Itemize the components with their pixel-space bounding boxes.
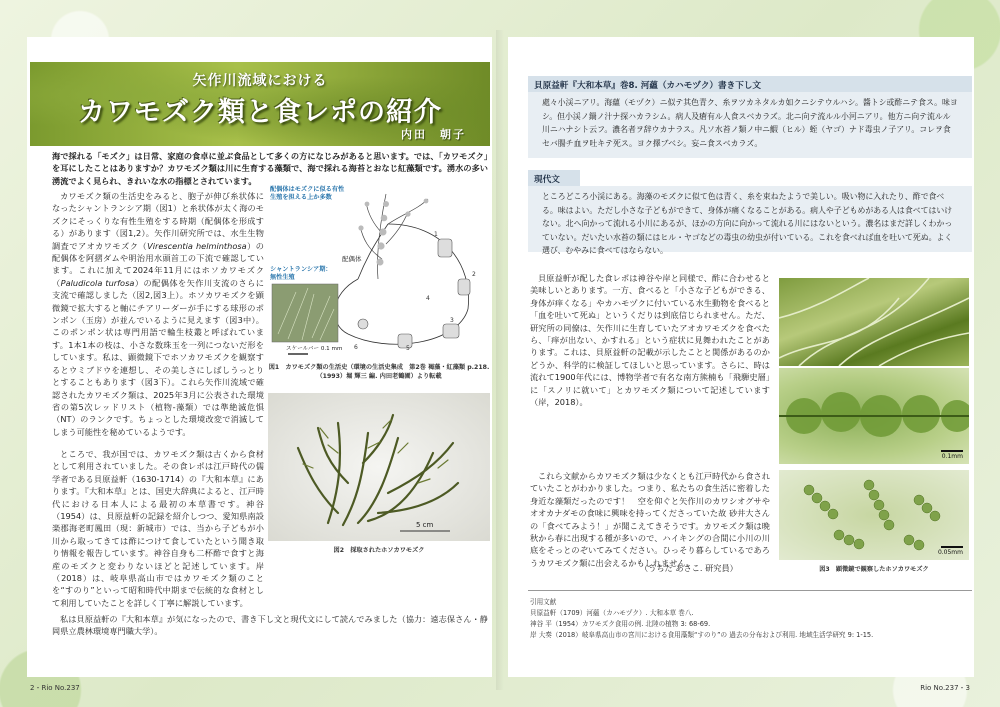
svg-text:5: 5 — [406, 345, 410, 352]
right-paragraph-1: 貝原益軒が配した食レポは神谷や岸と同様で、酢に合わせると美味しいとあります。一方、食べると「小さな子どもができる、身体が痒くなる」やカハモヅクに付いている水生動物を食べると「血を吐いて死ぬ」というくだりは到底信じられません。ただ、研究所の同僚は、矢作川に生育していたアオカワモズクを食べたら、「痒が出ない、かすれる」という症状に見舞われたことがあります。これは、貝原益軒の記載が示したことと関係があるのかどうか、科学的に検証してほしいと思っています。さらに、時は流れて1900年代には、博物学者で有名な南方熊楠も「飛騨史層」に「スノリに就いて」とカワモズク類について記述しています（岸，2018）。 — [530, 273, 770, 408]
classical-text-body: 處々小渓ニアリ。海蘊（モヅク）ニ似テ其色青ク、糸ヲツカネタルカ如クニシテウルハシ。醬トシ或酢ニテ食ス。味ヨシ。但小渓ノ鍋ノ汁ナ探ハカラシム。病人及瘡有ル人食スベカラズ。北ニ向テ流ルル小河ニアリ。他方ニ向テ流ルル川ニハナシト云フ。濃名者ヲ辞ウカナラス。凡ソ水苔ノ類ノ中ニ鰕（ヒル）蛭（ヤゴ）ナド毒虫ノ子アリ。コレヲ食セバ腸チ血ヲ吐キテ死ス。ヨク擇ブベシ。妄ニ食スベカラズ。 — [528, 92, 972, 158]
gametophyte-sketch — [360, 194, 428, 279]
micrograph-whorls — [786, 392, 969, 437]
references-heading: 引用文献 — [530, 598, 557, 606]
figure-2-photo — [268, 393, 490, 541]
reference-item: 岸 大奏（2018）岐阜県高山市の宮川における食用藻類“すのり”の 過去の分布および利用. 地域生活学研究 9: 1-15. — [530, 631, 874, 639]
figure-3-caption: 図3 顕微鏡で観察したホソカワモズク — [819, 566, 929, 573]
figure-3-photo-bottom — [779, 470, 969, 560]
figure-3-scale-label-bottom: 0.05mm — [937, 549, 963, 556]
title-pre: 矢作川流域における — [192, 73, 328, 89]
figure-3-photo-middle — [779, 368, 969, 464]
figure-3-scale-label-middle: 0.1mm — [941, 453, 963, 460]
svg-text:6: 6 — [354, 344, 358, 351]
body-paragraph-3: 私は貝原益軒の『大和本草』が気になったので、書き下し文と現代文にして読んでみました（協力：遠志保さん・静岡県立農林環境専門職大学）。 — [52, 614, 488, 637]
figure-3-photo-top — [779, 278, 969, 366]
figure-1-note-chantransia: シャントランシア期：無性生殖 — [270, 266, 332, 281]
folio-right: Rio No.237・3 — [920, 684, 970, 692]
stage-sketches — [358, 239, 470, 348]
figure-1-note-gametophyte: 配偶体はモズクに似る有性生殖を担える上か多数 — [270, 186, 345, 201]
para1-text-c: ）の配偶体を矢作川支流のさらに支流で確認しました（図2,図3上）。ホソカワモズクを顕微鏡で拡大すると軸にチアリーダーが手にする球形のポンポン（玉房）が並んでいるように見えます（図3中）。このポンポン状は専門用語で輪生枝叢と呼ばれています。1本1本の枝は、小さな数珠玉を一列につないだ形をしています。私は、顕微鏡下でホソカワモズクを観察するとウミブドウを連想し、その美しさにしばしうっとりとすることもあります（図3下）。これら矢作川流域で確認されたカワモズク類は、2025年3月に公表された環境省の第5次レッドリスト（植物-藻類）では準絶滅危惧（NT）のランクです。ちょっとした環境改変で消滅してしまう可能性を秘めているようです。 — [52, 277, 264, 437]
body-paragraph-1 — [52, 190, 264, 438]
right-paragraph-2: これら文献からカワモズク類は少なくとも江戸時代から食されていたことがわかりました。つまり、私たちの食生活に密着した身近な藻類だったのです！ 空を仰ぐと矢作川のカワシオグサやオオカナダモの食味に興味を持ってくださっていた故 砂井大さんの「食べてみよう！」が聞こえてきそうです。カワモズク類は晩秋から春に出現する種が多いので、ハイキングの合間に小川の川底をそっとのぞいてみてください。ひっそり暮らしているであろうカワモズク類に出会えるかもしれません。 — [530, 471, 770, 568]
figure-3-scalebar-bottom — [941, 546, 963, 548]
modern-text-body: ところどころ小渓にある。海藻のモズクに似て色は青く、糸を束ねたようで美しい。吸い物に入れたり、酢で食べる。味はよい。ただし小さな子どもができて、身体が痛くなることがある。病人や子どもめがある人は食べてはいけない。北へ向かって流れる小川にあるが、ほかの方向に向かって流れる川にはないという。濃名はまだ詳しくわかっていない。だいたい水苔の類にはヒル・ヤゴなどの毒虫の幼虫が付いている。これを食べれば血を吐いて死ぬ。よく選び、むやみに食べてはならない。 — [528, 186, 972, 252]
species-name-1: Virescentia helminthosa — [147, 240, 247, 251]
svg-text:4: 4 — [426, 295, 430, 302]
references-divider — [528, 590, 972, 591]
svg-text:2: 2 — [472, 271, 476, 278]
micrograph-bead-chains — [804, 480, 940, 550]
references — [530, 597, 970, 641]
reference-item: 神谷 平（1954）カワモズク食用の例. 北陸の植物 3: 68-69. — [530, 620, 711, 628]
specimen-strands — [298, 415, 458, 525]
figure-2-scale-label: 5 cm — [416, 521, 434, 529]
title-banner — [30, 62, 490, 146]
figure-1-scalebar-label: スケールバー 0.1 mm — [286, 346, 343, 352]
chantransia-photo — [272, 284, 338, 342]
body-paragraph-2: ところで、我が国では、カワモズク類は古くから食材として利用されていました。その食レポは江戸時代の儒学者である貝原益軒（1630-1714）の『大和本草』にあります。『大和本草』とは、国史大辞典によると、江戸時代における日本人による最初の本草書です。神谷（1954）は、貝原益軒の記録を紹介しつつ、愛知県南設楽郡海老町鳳田（現：新城市）では、当から子どもが小川から取ってきては酢につけて食していたという聞き取り情報を報告しています。神谷自身も二杯酢で食すと海産のモズクと変わりないほどと記述しています。岸（2018）は、岐阜県高山市ではカワモズク類のことを“すのり”といって昭和時代中期まで伝統的な食材として利用していたことを詳しく丁寧に解説しています。 — [52, 449, 264, 608]
spine-shadow — [496, 30, 504, 690]
intro-paragraph: 海で採れる「モズク」は日常、家庭の食卓に並ぶ食品として多くの方になじみがあると思います。では、「カワモズク」を耳にしたことはありますか？カワモズク類は川に生育する藻類で、海で採れる海苔とおなじ紅藻類です。湧水の多い湧流でよく見られ、きれいな水の指標とされています。 — [52, 151, 488, 186]
micrograph-top-drawing — [779, 278, 969, 366]
figure-1-caption: 図1 カワモズク類の生活史（環境の生活史集成 第2巻 褐藻・紅藻類 p.218.（1993）堀 輝三 編. 内田老鶴圃）より転載 — [268, 364, 490, 380]
page-title: カワモズク類と食レポの紹介 — [78, 97, 442, 128]
figure-2-caption: 図2 採取されたホソカワモズク — [333, 547, 425, 554]
reference-item: 貝原益軒（1709）河蘊（カハモヅク）. 大和本草 巻八. — [530, 609, 694, 617]
figure-3-scalebar-middle — [941, 450, 963, 452]
algae-specimen-drawing — [268, 393, 490, 541]
species-name-2: Paludicola turfosa — [60, 277, 135, 288]
folio-left: 2・Rio No.237 — [30, 684, 80, 692]
classical-text-header: 貝原益軒『大和本草』巻8. 河蘊（カハモヅク）書き下し文 — [528, 76, 972, 94]
para1-text-b: ）の配偶体を阿摺ダムや明治用水頭首工の下流で確認しています。これに加えて2024年11月にはホソカワモズク（ — [52, 240, 264, 288]
author-signature: （うちだ あさこ. 研究員） — [640, 563, 738, 573]
micrograph-top-filaments — [779, 278, 969, 366]
figure-1-label-gametophyte: 配偶体 — [342, 255, 362, 263]
figure-1-life-cycle — [268, 184, 490, 362]
para1-text-a: カワモズク類の生活史をみると、胞子が伸び糸状体になったシャントランシア期（図1）と糸状体が太く海のモズクにそっくりな有性生殖をする時期（配偶体を形成する）があります（図1,2）。矢作川研究所では、水生生物調査でアオカワモズク（ — [52, 191, 264, 251]
author-name: 内田 朝子 — [401, 128, 466, 141]
svg-text:3: 3 — [450, 317, 454, 324]
modern-text-header: 現代文 — [528, 170, 580, 188]
svg-text:1: 1 — [434, 231, 438, 238]
